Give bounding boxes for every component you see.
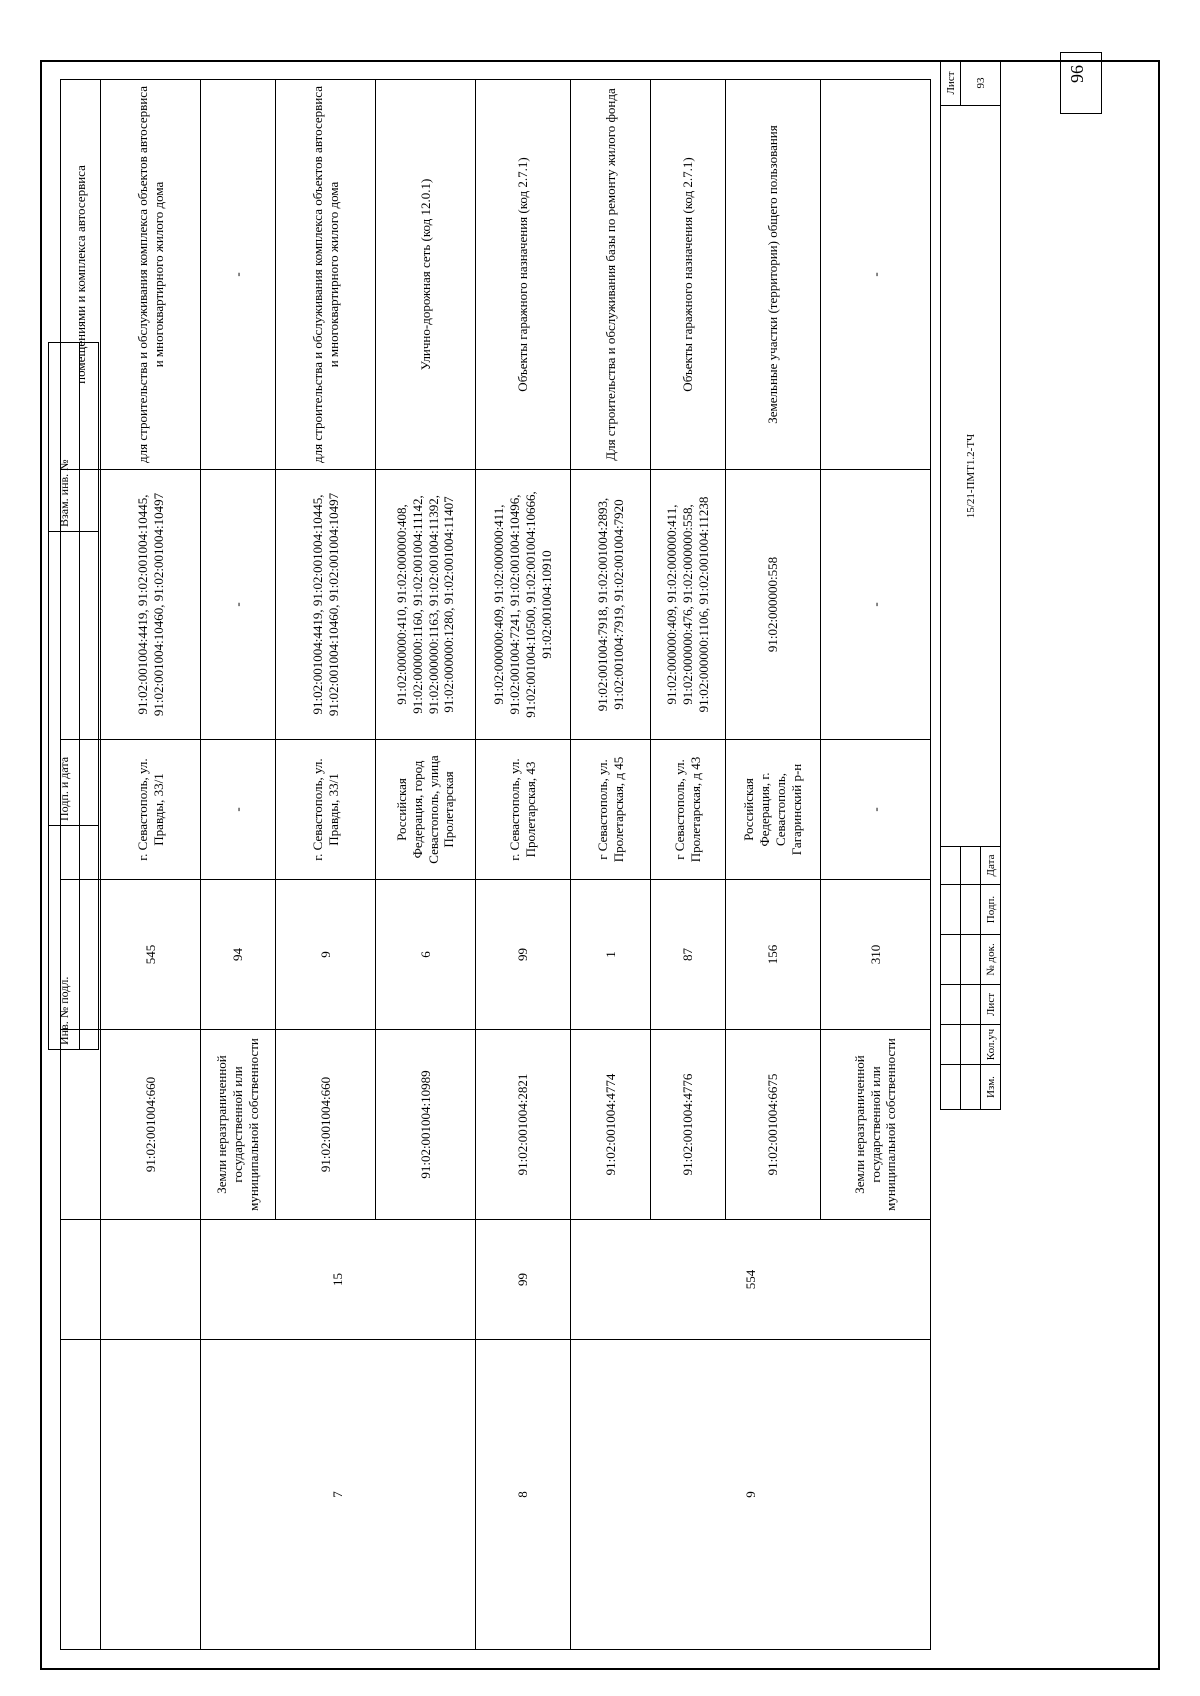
list-label: Лист bbox=[981, 985, 1001, 1025]
parcel-list-cell: 91:02:000000:558 bbox=[726, 470, 821, 740]
parcel-list-cell: 91:02:000000:410, 91:02:000000:408, 91:02:000000:1160, 91:02:001004:11142, 91:02:000000:1163, 91:02:001004:11392, 91:02:000000:1280, 91:02:001004:11407 bbox=[376, 470, 476, 740]
parcel-list-cell: 91:02:001004:4419, 91:02:001004:10445, 91:02:001004:10460, 91:02:001004:10497 bbox=[276, 470, 376, 740]
sign-date-label: Подп. и дата bbox=[49, 532, 80, 826]
data-label: Дата bbox=[981, 847, 1001, 885]
bottom-zone bbox=[40, 1165, 1160, 1670]
address-cell: г. Севастополь, ул. Пролетарская, 43 bbox=[476, 740, 571, 880]
parcel-list-cell: 91:02:000000:409, 91:02:000000:411, 91:02:000000:476, 91:02:000000:558, 91:02:000000:1106, 91:02:001004:11238 bbox=[651, 470, 726, 740]
ndok-label: № док. bbox=[981, 935, 1001, 985]
use-cell: Объекты гаражного назначения (код 2.7.1) bbox=[651, 79, 726, 469]
address-cell: г. Севастополь, ул. Правды, 33/1 bbox=[276, 740, 376, 880]
table-cell bbox=[941, 985, 961, 1025]
table-cell bbox=[80, 532, 99, 826]
table-cell bbox=[80, 343, 99, 532]
row-number-cell: 8 bbox=[476, 1340, 571, 1650]
use-cell: Улично-дорожная сеть (код 12.0.1) bbox=[376, 79, 476, 469]
parcel-list-cell: - bbox=[201, 470, 276, 740]
inventory-table bbox=[48, 10, 99, 1050]
table-cell bbox=[961, 935, 981, 985]
table-cell bbox=[961, 847, 981, 885]
total-area-cell: 15 bbox=[201, 1220, 476, 1340]
table-cell bbox=[961, 1025, 981, 1065]
use-cell: Объекты гаражного назначения (код 2.7.1) bbox=[476, 79, 571, 469]
table-cell bbox=[961, 985, 981, 1025]
cadastral-cell: 91:02:001004:660 bbox=[101, 1030, 201, 1220]
use-cell: - bbox=[821, 79, 931, 469]
address-cell: Российская Федерация, город Севастополь, улица Пролетарская bbox=[376, 740, 476, 880]
total-area-cell: 99 bbox=[476, 1220, 571, 1340]
address-cell: - bbox=[821, 740, 931, 880]
cadastral-cell: 91:02:001004:6675 bbox=[726, 1030, 821, 1220]
parcel-list-cell: 91:02:001004:7918, 91:02:001004:2893, 91:02:001004:7919, 91:02:001004:7920 bbox=[571, 470, 651, 740]
replace-inv-label: Взам. инв. № bbox=[49, 343, 80, 532]
address-cell: Российская Федерация, г. Севастополь, Гагаринский р-н bbox=[726, 740, 821, 880]
row-number-cell: 7 bbox=[201, 1340, 476, 1650]
table-cell bbox=[80, 826, 99, 1050]
area-cell: 6 bbox=[376, 880, 476, 1030]
inv-no-label: Инв. № подл. bbox=[49, 826, 80, 1050]
area-cell: 87 bbox=[651, 880, 726, 1030]
row-number-cell: 9 bbox=[571, 1340, 931, 1650]
use-cell: помещениями и комплекса автосервиса bbox=[61, 79, 101, 469]
cadastral-cell: 91:02:001004:10989 bbox=[376, 1030, 476, 1220]
table-cell bbox=[941, 885, 961, 935]
cadastral-cell: 91:02:001004:4774 bbox=[571, 1030, 651, 1220]
cadastral-cell: 91:02:001004:2821 bbox=[476, 1030, 571, 1220]
use-cell: Для строительства и обслуживания базы по ремонту жилого фонда bbox=[571, 79, 651, 469]
use-cell: для строительства и обслуживания комплекса объектов автосервиса и многоквартирного жилого дома bbox=[101, 79, 201, 469]
address-cell: г Севастополь, ул. Пролетарская, д 43 bbox=[651, 740, 726, 880]
page-number: 96 bbox=[1067, 65, 1087, 83]
title-block bbox=[940, 60, 1001, 1110]
table-cell bbox=[941, 935, 961, 985]
area-cell: 99 bbox=[476, 880, 571, 1030]
area-cell: 310 bbox=[821, 880, 931, 1030]
podp-label: Подп. bbox=[981, 885, 1001, 935]
table-cell bbox=[941, 1065, 961, 1110]
title-block-area bbox=[940, 60, 1060, 1110]
address-cell: - bbox=[201, 740, 276, 880]
table-cell bbox=[941, 1025, 961, 1065]
use-cell: для строительства и обслуживания комплекса объектов автосервиса и многоквартирного жилого дома bbox=[276, 79, 376, 469]
table-cell bbox=[941, 847, 961, 885]
address-cell: г. Севастополь, ул. Правды, 33/1 bbox=[101, 740, 201, 880]
inventory-strip-area bbox=[48, 10, 128, 1050]
area-cell: 9 bbox=[276, 880, 376, 1030]
area-cell: 156 bbox=[726, 880, 821, 1030]
page-number-box bbox=[1060, 52, 1102, 114]
cadastral-cell: 91:02:001004:660 bbox=[276, 1030, 376, 1220]
document-code: 15/21-ПМТ1.2-ТЧ bbox=[941, 106, 1001, 847]
area-cell: 545 bbox=[101, 880, 201, 1030]
total-area-cell: 554 bbox=[571, 1220, 931, 1340]
cadastral-cell: 91:02:001004:4776 bbox=[651, 1030, 726, 1220]
area-cell: 94 bbox=[201, 880, 276, 1030]
table-cell bbox=[961, 885, 981, 935]
parcel-list-cell: 91:02:000000:409, 91:02:000000:411, 91:02:001004:7241, 91:02:001004:10496, 91:02:001004:10500, 91:02:001004:10666, 91:02:001004:10910 bbox=[476, 470, 571, 740]
izm-label: Изм. bbox=[981, 1065, 1001, 1110]
address-cell: г Севастополь, ул. Пролетарская, д 45 bbox=[571, 740, 651, 880]
use-cell: - bbox=[201, 79, 276, 469]
cadastral-cell: Земли неразграниченной государственной или муниципальной собственности bbox=[201, 1030, 276, 1220]
area-cell: 1 bbox=[571, 880, 651, 1030]
koluch-label: Кол.уч bbox=[981, 1025, 1001, 1065]
sheet-number: 93 bbox=[961, 61, 1001, 106]
table-cell bbox=[961, 1065, 981, 1110]
parcel-list-cell: 91:02:001004:4419, 91:02:001004:10445, 91:02:001004:10460, 91:02:001004:10497 bbox=[101, 470, 201, 740]
cadastral-cell: Земли неразграниченной государственной или муниципальной собственности bbox=[821, 1030, 931, 1220]
use-cell: Земельные участки (территории) общего пользования bbox=[726, 79, 821, 469]
parcel-list-cell: - bbox=[821, 470, 931, 740]
sheet-label: Лист bbox=[941, 61, 961, 106]
